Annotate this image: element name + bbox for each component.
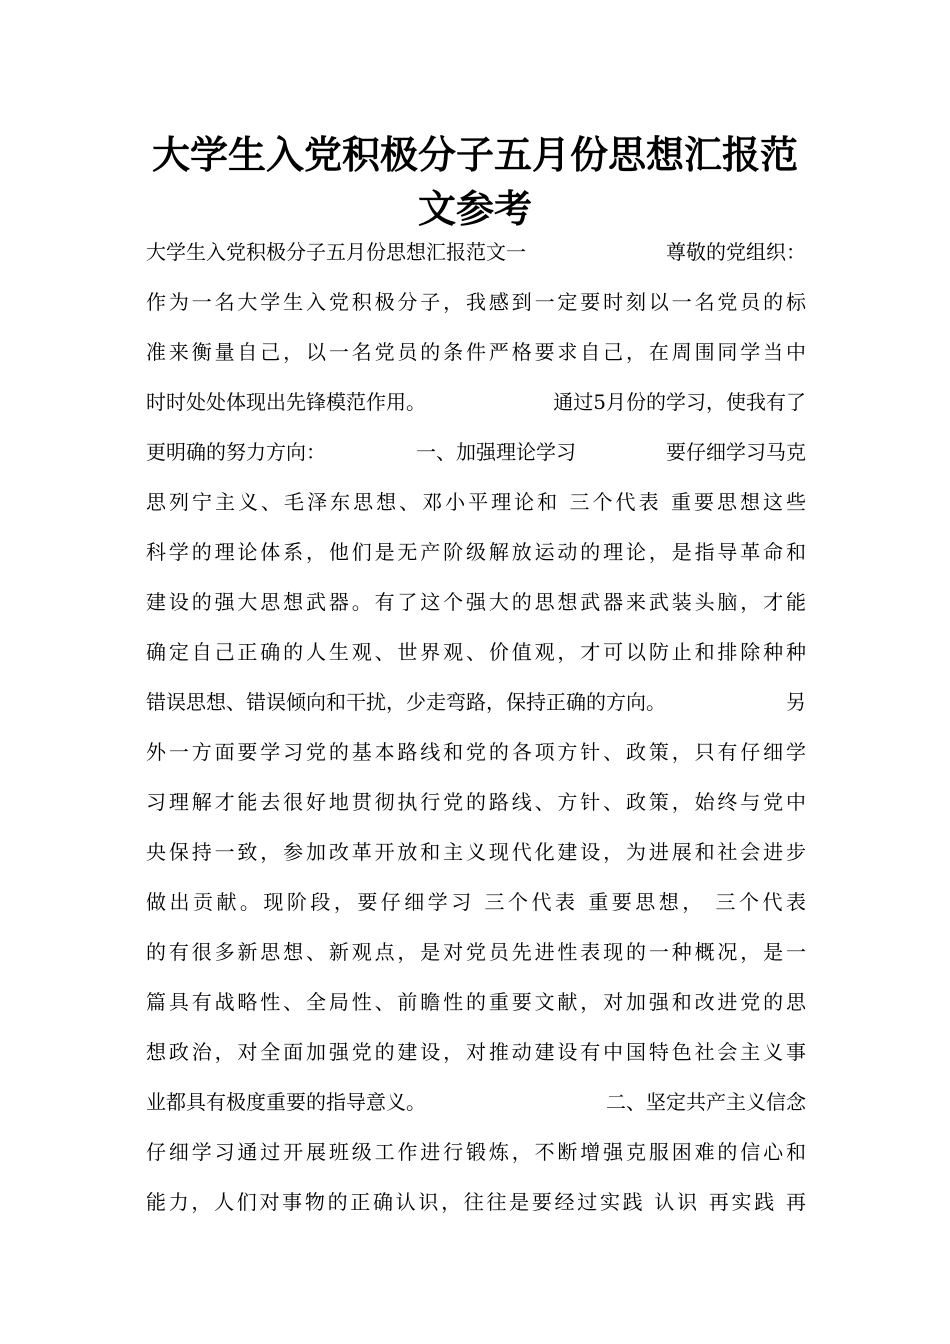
body-line-segment: 科学的理论体系，他们是无产阶级解放运动的理论，是指导革命和 [146,540,806,564]
body-line-segment: 思列宁主义、毛泽东思想、邓小平理论和 三个代表 重要思想这些 [146,490,806,514]
body-line-segment: 想政治，对全面加强党的建设，对推动建设有中国特色社会主义事 [146,1040,806,1064]
body-line [146,982,806,1032]
body-line [146,232,806,282]
body-line-segment: 二、坚定共产主义信念 [606,1090,806,1114]
body-line [146,782,806,832]
body-line-segment: 准来衡量自己，以一名党员的条件严格要求自己，在周围同学当中 [146,340,806,364]
body-line [146,682,806,732]
body-line-segment: 要仔细学习马克 [666,440,806,464]
body-line-segment: 习理解才能去很好地贯彻执行党的路线、方针、政策，始终与党中 [146,790,806,814]
body-line [146,882,806,932]
body-line-segment: 作为一名大学生入党积极分子，我感到一定要时刻以一名党员的标 [146,290,806,314]
body-line-segment: 一、加强理论学习 [416,440,576,464]
body-line [146,382,806,432]
body-line [146,632,806,682]
body-line-segment: 能力，人们对事物的正确认识，往往是要经过实践 认识 再实践 再 [146,1190,806,1214]
body-line [146,1182,806,1232]
title-line-1: 大学生入党积极分子五月份思想汇报范 [151,133,798,177]
body-line-segment: 错误思想、错误倾向和干扰，少走弯路，保持正确的方向。 [146,690,666,714]
body-line [146,932,806,982]
body-line [146,582,806,632]
body-line [146,732,806,782]
body-line-segment: 时时处处体现出先锋模范作用。 [146,390,426,414]
body-line-segment: 业都具有极度重要的指导意义。 [146,1090,426,1114]
body-line-segment: 确定自己正确的人生观、世界观、价值观，才可以防止和排除种种 [146,640,806,664]
body-line [146,482,806,532]
body-line [146,432,806,482]
body-line-segment: 大学生入党积极分子五月份思想汇报范文一 [146,240,526,264]
body-line-segment: 篇具有战略性、全局性、前瞻性的重要文献，对加强和改进党的思 [146,990,806,1014]
body-line-segment: 央保持一致，参加改革开放和主义现代化建设，为进展和社会进步 [146,840,806,864]
body-line-segment: 尊敬的党组织： [666,240,806,264]
document-body [146,232,806,1232]
body-line [146,832,806,882]
document-title [120,128,830,236]
body-line [146,1032,806,1082]
title-line-2: 文参考 [417,187,532,231]
body-line [146,332,806,382]
body-line-segment: 更明确的努力方向： [146,440,326,464]
body-line-segment: 的有很多新思想、新观点，是对党员先进性表现的一种概况，是一 [146,940,806,964]
body-line-segment: 做出贡献。现阶段，要仔细学习 三个代表 重要思想， 三个代表 [146,890,806,914]
body-line-segment: 另 [786,690,806,714]
body-line-segment: 外一方面要学习党的基本路线和党的各项方针、政策，只有仔细学 [146,740,806,764]
body-line [146,1132,806,1182]
body-line [146,532,806,582]
body-line-segment: 通过5月份的学习，使我有了 [553,390,806,414]
body-line [146,1082,806,1132]
body-line-segment: 建设的强大思想武器。有了这个强大的思想武器来武装头脑，才能 [146,590,806,614]
body-line-segment: 仔细学习通过开展班级工作进行锻炼，不断增强克服困难的信心和 [146,1140,806,1164]
body-line [146,282,806,332]
